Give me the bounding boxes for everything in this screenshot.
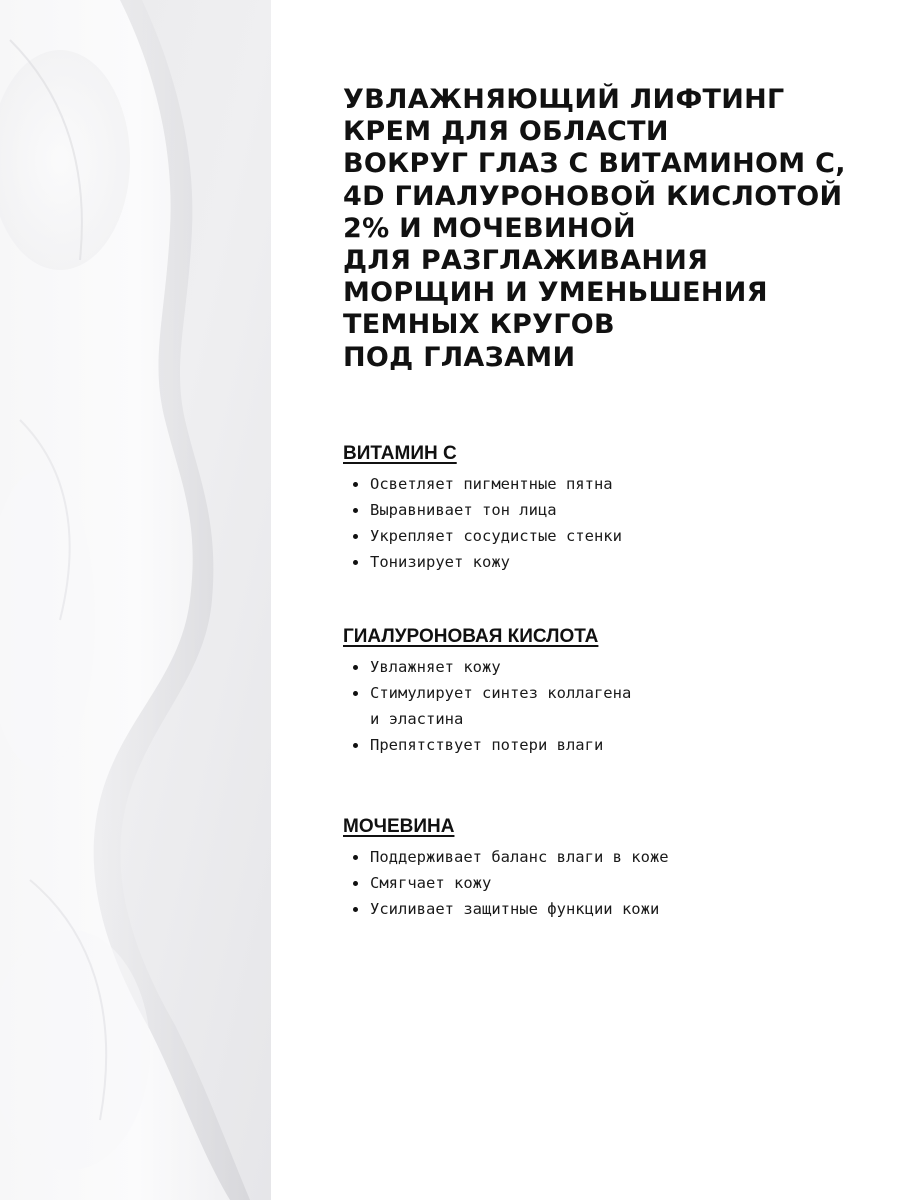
section-heading: ГИАЛУРОНОВАЯ КИСЛОТА [343,626,599,647]
product-description [343,84,863,918]
benefit-text: Усиливает защитные функции кожи [370,900,660,918]
bullet-dot-icon [353,534,358,539]
benefit-text: Выравнивает тон лица [370,501,557,519]
list-item [343,523,863,549]
bullet-dot-icon [353,855,358,860]
product-title-line: 2% И МОЧЕВИНОЙ [343,212,636,244]
product-title-line: ТЕМНЫХ КРУГОВ [343,309,615,341]
benefit-list [343,654,863,758]
benefit-text [370,680,863,732]
section-heading: МОЧЕВИНА [343,816,455,837]
list-item [343,497,863,523]
product-title-line: МОРЩИН И УМЕНЬШЕНИЯ [343,277,768,309]
product-title-line: УВЛАЖНЯЮЩИЙ ЛИФТИНГ [343,84,785,115]
list-item [343,471,863,497]
product-title-line: ПОД ГЛАЗАМИ [343,341,576,373]
product-title-line: ВОКРУГ ГЛАЗ С ВИТАМИНОМ С, [343,148,846,180]
list-item [343,870,863,896]
benefit-text: Смягчает кожу [370,874,492,892]
list-item [343,654,863,680]
section-urea [343,816,863,922]
bullet-dot-icon [353,482,358,487]
benefit-list [343,471,863,575]
bullet-dot-icon [353,691,358,696]
benefit-list [343,844,863,922]
list-item [343,896,863,922]
list-item [343,844,863,870]
cream-texture-image [0,0,271,1200]
bullet-dot-icon [353,743,358,748]
benefit-text-line: Стимулирует синтез коллагена [370,684,632,702]
benefit-text: Тонизирует кожу [370,553,510,571]
bullet-dot-icon [353,508,358,513]
list-item [343,680,863,732]
bullet-dot-icon [353,881,358,886]
product-title-line: КРЕМ ДЛЯ ОБЛАСТИ [343,116,669,148]
benefit-text: Препятствует потери влаги [370,736,604,754]
bullet-dot-icon [353,907,358,912]
benefit-text: Осветляет пигментные пятна [370,475,613,493]
section-vitamin-c [343,443,863,575]
product-title [343,84,863,374]
benefit-text-line: и эластина [370,710,464,728]
section-heading: ВИТАМИН С [343,443,457,464]
product-title-line: ДЛЯ РАЗГЛАЖИВАНИЯ [343,245,709,277]
benefit-text: Поддерживает баланс влаги в коже [370,848,669,866]
benefit-text: Укрепляет сосудистые стенки [370,527,622,545]
bullet-dot-icon [353,560,358,565]
section-hyaluronic-acid [343,626,863,758]
list-item [343,732,863,758]
benefit-text: Увлажняет кожу [370,658,501,676]
bullet-dot-icon [353,665,358,670]
product-title-line: 4D ГИАЛУРОНОВОЙ КИСЛОТОЙ [343,180,843,212]
list-item [343,549,863,575]
cream-texture-illustration [0,0,271,1200]
